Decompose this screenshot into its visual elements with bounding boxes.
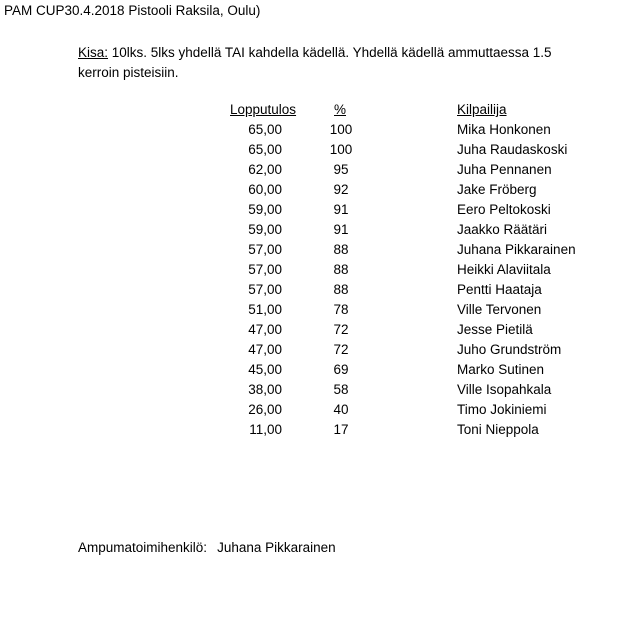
row-percent: 72	[333, 342, 349, 357]
row-competitor: Juha Pennanen	[457, 162, 552, 177]
row-percent: 91	[333, 222, 349, 237]
table-row	[0, 260, 617, 280]
row-score: 11,00	[249, 422, 282, 437]
row-score: 51,00	[248, 302, 282, 317]
row-competitor: Jaakko Räätäri	[457, 222, 548, 237]
results-table	[0, 100, 617, 440]
row-percent: 69	[333, 362, 349, 377]
row-competitor: Toni Nieppola	[457, 422, 539, 437]
table-row	[0, 120, 617, 140]
row-score: 57,00	[248, 242, 282, 257]
row-score: 57,00	[248, 262, 282, 277]
row-percent: 17	[333, 422, 349, 437]
row-score: 47,00	[248, 342, 282, 357]
row-competitor: Ville Isopahkala	[457, 382, 552, 397]
row-score: 26,00	[248, 402, 282, 417]
row-percent: 58	[333, 382, 349, 397]
competition-description	[78, 43, 578, 83]
row-competitor: Pentti Haataja	[457, 282, 542, 297]
row-score: 45,00	[248, 362, 282, 377]
row-competitor: Heikki Alaviitala	[457, 262, 551, 277]
row-percent: 91	[333, 202, 349, 217]
row-competitor: Eero Peltokoski	[457, 202, 551, 217]
table-row	[0, 220, 617, 240]
table-row	[0, 420, 617, 440]
row-score: 65,00	[248, 142, 282, 157]
row-competitor: Jake Fröberg	[457, 182, 537, 197]
row-percent: 78	[333, 302, 349, 317]
row-score: 59,00	[248, 202, 282, 217]
row-score: 62,00	[248, 162, 282, 177]
range-officer-name: Juhana Pikkarainen	[217, 540, 336, 555]
row-competitor: Jesse Pietilä	[457, 322, 533, 337]
table-row	[0, 140, 617, 160]
table-row	[0, 200, 617, 220]
table-row	[0, 340, 617, 360]
range-officer	[78, 540, 336, 555]
table-header	[0, 100, 617, 120]
table-row	[0, 240, 617, 260]
row-competitor: Mika Honkonen	[457, 122, 551, 137]
table-row	[0, 280, 617, 300]
table-row	[0, 320, 617, 340]
header-percent: %	[334, 102, 347, 117]
row-percent: 100	[329, 142, 353, 157]
description-label: Kisa:	[78, 45, 109, 60]
row-percent: 95	[333, 162, 349, 177]
table-row	[0, 160, 617, 180]
row-score: 38,00	[248, 382, 282, 397]
table-row	[0, 400, 617, 420]
table-row	[0, 180, 617, 200]
row-percent: 88	[333, 282, 349, 297]
row-percent: 92	[333, 182, 349, 197]
row-score: 47,00	[248, 322, 282, 337]
row-competitor: Ville Tervonen	[457, 302, 542, 317]
table-row	[0, 360, 617, 380]
page-title: PAM CUP30.4.2018 Pistooli Raksila, Oulu)	[4, 3, 261, 18]
row-percent: 40	[333, 402, 349, 417]
table-row	[0, 380, 617, 400]
row-competitor: Juhana Pikkarainen	[457, 242, 576, 257]
header-competitor: Kilpailija	[457, 102, 507, 117]
row-score: 57,00	[248, 282, 282, 297]
table-row	[0, 300, 617, 320]
row-percent: 88	[333, 262, 349, 277]
row-score: 59,00	[248, 222, 282, 237]
row-competitor: Timo Jokiniemi	[457, 402, 547, 417]
row-competitor: Juha Raudaskoski	[457, 142, 568, 157]
row-score: 60,00	[248, 182, 282, 197]
row-percent: 72	[333, 322, 349, 337]
row-percent: 100	[329, 122, 353, 137]
row-score: 65,00	[248, 122, 282, 137]
range-officer-label: Ampumatoimihenkilö:	[78, 540, 208, 555]
description-text: 10lks. 5lks yhdellä TAI kahdella kädellä. Yhdellä kädellä ammuttaessa 1.5 kerroin pisteisiin.	[78, 45, 552, 80]
row-competitor: Juho Grundström	[457, 342, 562, 357]
header-score: Lopputulos	[230, 102, 297, 117]
row-competitor: Marko Sutinen	[457, 362, 545, 377]
row-percent: 88	[333, 242, 349, 257]
table-body	[0, 120, 617, 440]
